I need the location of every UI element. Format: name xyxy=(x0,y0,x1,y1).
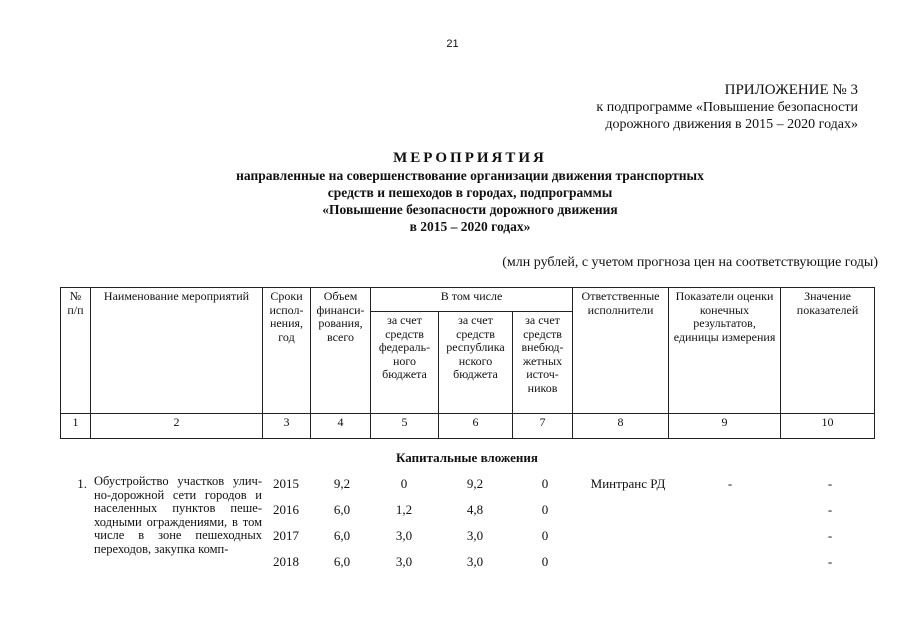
heading-line-2: средств и пешеходов в городах, подпрограммы xyxy=(327,185,613,200)
row-ext: 0 xyxy=(541,502,549,517)
col-number-2: 2 xyxy=(91,414,263,439)
row-value: - xyxy=(827,476,833,491)
col-number-8: 8 xyxy=(573,414,669,439)
appendix-line-2: дорожного движения в 2015 – 2020 годах» xyxy=(605,117,858,132)
heading-line-4: в 2015 – 2020 годах» xyxy=(409,219,531,234)
header-values: Значение показателей xyxy=(781,288,875,414)
row-ext: 0 xyxy=(541,528,549,543)
row-fed: 0 xyxy=(400,476,408,491)
row-rep: 3,0 xyxy=(466,528,484,543)
row-rep: 3,0 xyxy=(466,554,484,569)
header-terms: Сроки испол-нения, год xyxy=(263,288,311,414)
row-fed: 1,2 xyxy=(395,502,413,517)
item-description: Обустройство участков улич-но-дорожной сети городов и населенных пунктов пеше-ходными ограждениями, в том числе в зоне пешеходных переходов, закупка комп- xyxy=(94,474,262,556)
col-number-6: 6 xyxy=(439,414,513,439)
row-year: 2015 xyxy=(273,476,299,491)
row-rep: 9,2 xyxy=(466,476,484,491)
measures-table xyxy=(60,287,875,439)
col-number-7: 7 xyxy=(513,414,573,439)
heading-line-3: «Повышение безопасности дорожного движения xyxy=(322,202,618,217)
header-including: В том числе xyxy=(371,288,573,312)
row-total: 6,0 xyxy=(333,554,351,569)
appendix-title: ПРИЛОЖЕНИЕ № 3 xyxy=(724,82,858,98)
appendix-line-1: к подпрограмме «Повышение безопасности xyxy=(596,100,858,115)
page-number: 21 xyxy=(446,38,459,50)
row-year: 2017 xyxy=(273,528,299,543)
header-rep: за счет средств республика нского бюджета xyxy=(439,312,513,414)
section-title: Капитальные вложения xyxy=(396,450,538,465)
row-fed: 3,0 xyxy=(395,554,413,569)
header-ext: за счет средств внебюд-жетных источ-ников xyxy=(513,312,573,414)
row-total: 6,0 xyxy=(333,528,351,543)
units-note: (млн рублей, с учетом прогноза цен на соответствующие годы) xyxy=(502,255,878,270)
row-year: 2016 xyxy=(273,502,299,517)
col-number-3: 3 xyxy=(263,414,311,439)
row-value: - xyxy=(827,528,833,543)
header-fed: за счет средств федераль-ного бюджета xyxy=(371,312,439,414)
row-rep: 4,8 xyxy=(466,502,484,517)
row-fed: 3,0 xyxy=(395,528,413,543)
heading-line-1: направленные на совершенствование организации движения транспортных xyxy=(236,168,704,183)
row-value: - xyxy=(827,554,833,569)
header-name: Наименование мероприятий xyxy=(91,288,263,414)
row-year: 2018 xyxy=(273,554,299,569)
col-number-9: 9 xyxy=(669,414,781,439)
col-number-10: 10 xyxy=(781,414,875,439)
row-ext: 0 xyxy=(541,554,549,569)
row-total: 9,2 xyxy=(333,476,351,491)
col-number-5: 5 xyxy=(371,414,439,439)
item-responsible: Минтранс РД xyxy=(590,476,666,491)
header-no: № п/п xyxy=(61,288,91,414)
col-number-4: 4 xyxy=(311,414,371,439)
row-ext: 0 xyxy=(541,476,549,491)
heading-main: МЕРОПРИЯТИЯ xyxy=(393,150,547,166)
item-number: 1. xyxy=(77,476,87,491)
header-responsible: Ответственные исполнители xyxy=(573,288,669,414)
col-number-1: 1 xyxy=(61,414,91,439)
header-indicators: Показатели оценки конечных результатов, единицы измерения xyxy=(669,288,781,414)
row-value: - xyxy=(827,502,833,517)
row-total: 6,0 xyxy=(333,502,351,517)
item-indicator: - xyxy=(727,476,733,491)
header-volume: Объем финанси-рования, всего xyxy=(311,288,371,414)
